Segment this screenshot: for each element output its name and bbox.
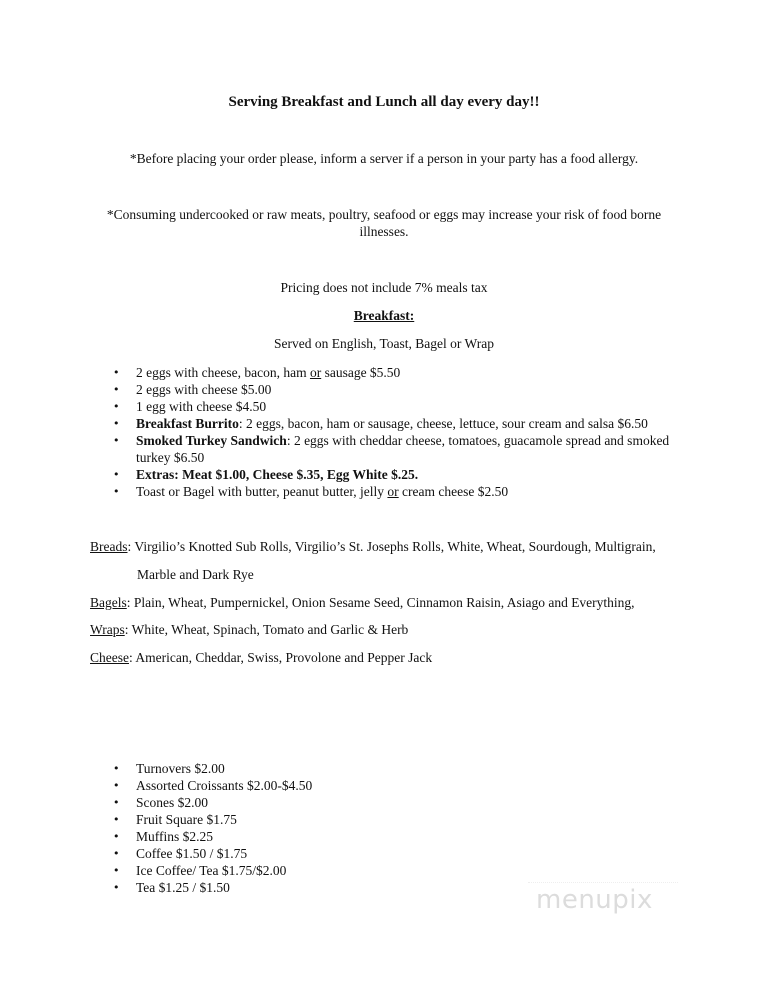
list-item: • Tea $1.25 / $1.50 [136, 879, 536, 896]
consumption-note: *Consuming undercooked or raw meats, poultry, seafood or eggs may increase your risk of food borne illnesses. [106, 207, 662, 239]
allergy-note: *Before placing your order please, inform a server if a person in your party has a food allergy. [129, 151, 639, 166]
bagels-label: Bagels [90, 595, 127, 610]
pastry-beverage-list [136, 760, 536, 896]
bagels-options: Bagels: Plain, Wheat, Pumpernickel, Onion Sesame Seed, Cinnamon Raisin, Asiago and Everything, [90, 595, 635, 610]
page-title: Serving Breakfast and Lunch all day every day!! [228, 94, 540, 110]
cheese-options: Cheese: American, Cheddar, Swiss, Provolone and Pepper Jack [90, 650, 433, 665]
pricing-note: Pricing does not include 7% meals tax [280, 280, 488, 295]
breakfast-heading: Breakfast: [353, 308, 415, 323]
list-item: • Turnovers $2.00 [136, 760, 536, 777]
list-item: • 1 egg with cheese $4.50 [136, 398, 676, 415]
breads-label: Breads [90, 539, 128, 554]
cheese-label: Cheese [90, 650, 129, 665]
list-item: • Extras: Meat $1.00, Cheese $.35, Egg White $.25. [136, 466, 676, 483]
list-item: • 2 eggs with cheese, bacon, ham or sausage $5.50 [136, 364, 676, 381]
wraps-options: Wraps: White, Wheat, Spinach, Tomato and Garlic & Herb [90, 622, 409, 637]
breads-options: Breads: Virgilio’s Knotted Sub Rolls, Virgilio’s St. Josephs Rolls, White, Wheat, Sourdough, Multigrain, [90, 539, 656, 554]
breads-options-continued: Marble and Dark Rye [137, 567, 254, 582]
wraps-label: Wraps [90, 622, 125, 637]
list-item: • Assorted Croissants $2.00-$4.50 [136, 777, 536, 794]
list-item: • Muffins $2.25 [136, 828, 536, 845]
list-item: • Fruit Square $1.75 [136, 811, 536, 828]
list-item: • Toast or Bagel with butter, peanut butter, jelly or cream cheese $2.50 [136, 483, 676, 500]
list-item: • Scones $2.00 [136, 794, 536, 811]
list-item: • 2 eggs with cheese $5.00 [136, 381, 676, 398]
list-item: • Coffee $1.50 / $1.75 [136, 845, 536, 862]
list-item: • Smoked Turkey Sandwich: 2 eggs with cheddar cheese, tomatoes, guacamole spread and smoked turkey $6.50 [136, 432, 676, 466]
served-on-note: Served on English, Toast, Bagel or Wrap [274, 336, 494, 351]
breakfast-list [136, 364, 676, 500]
list-item: • Ice Coffee/ Tea $1.75/$2.00 [136, 862, 536, 879]
watermark-logo: menupix [536, 885, 653, 915]
list-item: • Breakfast Burrito: 2 eggs, bacon, ham or sausage, cheese, lettuce, sour cream and salsa $6.50 [136, 415, 676, 432]
